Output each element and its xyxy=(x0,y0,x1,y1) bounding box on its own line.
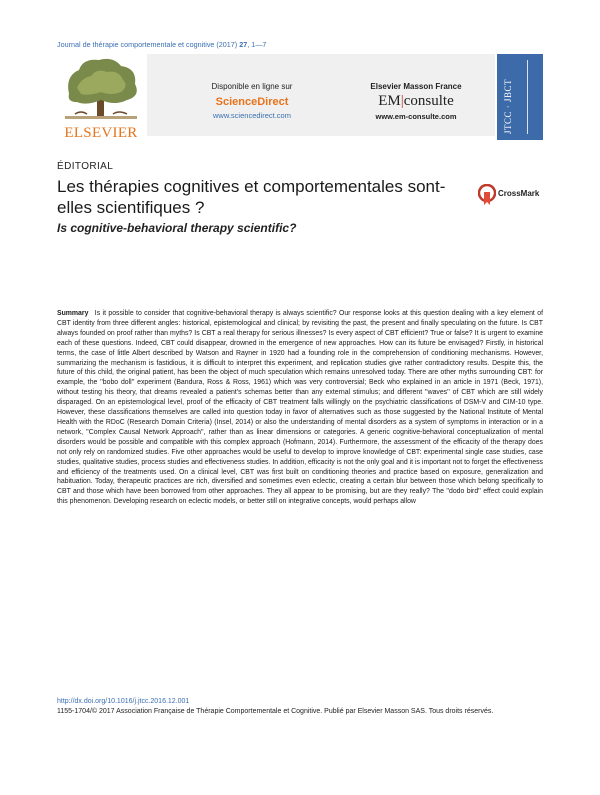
doi-link[interactable]: http://dx.doi.org/10.1016/j.jtcc.2016.12.001 xyxy=(57,698,190,705)
abstract-label: Summary xyxy=(57,310,89,317)
journal-citation xyxy=(57,40,266,49)
article-title: Les thérapies cognitives et comportementales sont-elles scientifiques ? xyxy=(57,177,446,217)
crossmark-label: CrossMark xyxy=(498,189,540,198)
copyright-line: 1155-1704/© 2017 Association Française de Thérapie Comportementale et Cognitive. Publié par Elsevier Masson SAS. Tous droits réservés. xyxy=(57,708,494,715)
emconsulte-label: Elsevier Masson France xyxy=(370,82,462,91)
elsevier-tree-icon xyxy=(57,54,145,124)
crossmark-badge[interactable] xyxy=(478,184,548,206)
emconsulte-logo-sep: | xyxy=(400,93,404,109)
elsevier-logo xyxy=(57,54,145,140)
abstract xyxy=(57,309,543,507)
abstract-text: Is it possible to consider that cognitive-behavioral therapy is always scientific? Our response looks at this question dealing with a key element of CBT identity from three different angles: historical, epistemological and clinical; by revisiting the past, the present and finally speculating on the future. Is CBT always founded on proof rather than myths? Is CBT a real therapy for serious illnesses? Is every aspect of CBT efficient? True or false? It is urgent to examine each of these questions. Indeed, CBT could disappear, drowned in the emergence of new approaches. How can its future be envisaged? Firstly, in historical terms, the case of little Albert described by Watson and Rayner in 1920 had a founding role in the comprehension of conditioning mechanisms. However, summarizing the mechanism is fastidious, it is difficult to interpret this experiment, and replication studies give rather contradictory results. Despite this, the future of this child, the original patient, has been the object of much speculation which remains unresolved today. There are other myths surrounding CBT: for example, the ''bobo doll'' experiment (Bandura, Ross & Ross, 1961) which was very controversial; Beck who explained in an article in 1971 (Beck, 1971), without testing his theory, that dreams revealed a patient's schemas better than any external stimulus; and different ''waves'' of CBT which are still widely disparaged. On an epistemological level, proof of the efficacity of CBT treatment falls willingly on the psychiatric classifications of DSM-V and CIM-10 type. However, these classifications themselves are called into question today in favor of alternatives such as those suggested by the National Institute of Mental Health with the RDoC (Research Domain Criteria) (Insel, 2014) or also the understanding of mental disorders as a system of symptoms in interaction or in a network, ''Complex Causal Network Approach'', rather than as linear dimensions or categories. A generic cognitive-behavioral conceptualization of mental disorders would be possible and compatible with this complex approach (Hofmann, 2014). Furthermore, the assessment of the efficacity of the therapy does not only rely on randomized studies. Five other approaches would be useful to develop to improve knowledge of CBT: experimental single case studies, case studies, qualitative studies, process studies and effectiveness studies. In addition, efficacity is not the only goal and it is important not to forget the effectiveness and efficiency of the treatments used. On a clinical level, CBT was first built on conditioning theories and practice based on exposure, generalization and habituation. Today, therapeutic practices are rich, diversified and sometimes even eclectic, creating a certain blur between those which belong specifically to CBT and those which have been borrowed from other approaches. They all appear to be promising, but are they really? The ''dodo bird'' effect could explain this phenomenon. Developing research on eclectic models, or better still on integrative concepts, would perhaps allow xyxy=(57,310,543,506)
section-label: ÉDITORIAL xyxy=(57,161,114,172)
sciencedirect-block xyxy=(177,82,327,120)
cover-title: JTCC · JBCT xyxy=(503,78,513,134)
elsevier-wordmark: ELSEVIER xyxy=(64,125,138,141)
sciencedirect-name: ScienceDirect xyxy=(215,96,289,108)
sciencedirect-link[interactable]: www.sciencedirect.com xyxy=(213,111,291,120)
journal-volume: 27 xyxy=(239,40,248,49)
journal-cover-thumbnail xyxy=(497,54,543,140)
availability-box xyxy=(147,54,495,136)
emconsulte-block xyxy=(337,82,495,121)
emconsulte-logo-left: EM xyxy=(378,93,401,109)
journal-name: Journal de thérapie comportementale et cognitive (2017) xyxy=(57,40,238,49)
publisher-banner xyxy=(57,54,543,140)
emconsulte-logo xyxy=(337,93,495,110)
cover-divider xyxy=(527,60,528,134)
sciencedirect-label: Disponible en ligne sur xyxy=(211,82,293,91)
emconsulte-link[interactable]: www.em-consulte.com xyxy=(375,112,457,121)
emconsulte-logo-right: consulte xyxy=(403,93,454,109)
article-subtitle: Is cognitive-behavioral therapy scientific? xyxy=(57,221,297,235)
journal-pages: , 1—7 xyxy=(247,40,267,49)
crossmark-icon xyxy=(478,184,496,206)
